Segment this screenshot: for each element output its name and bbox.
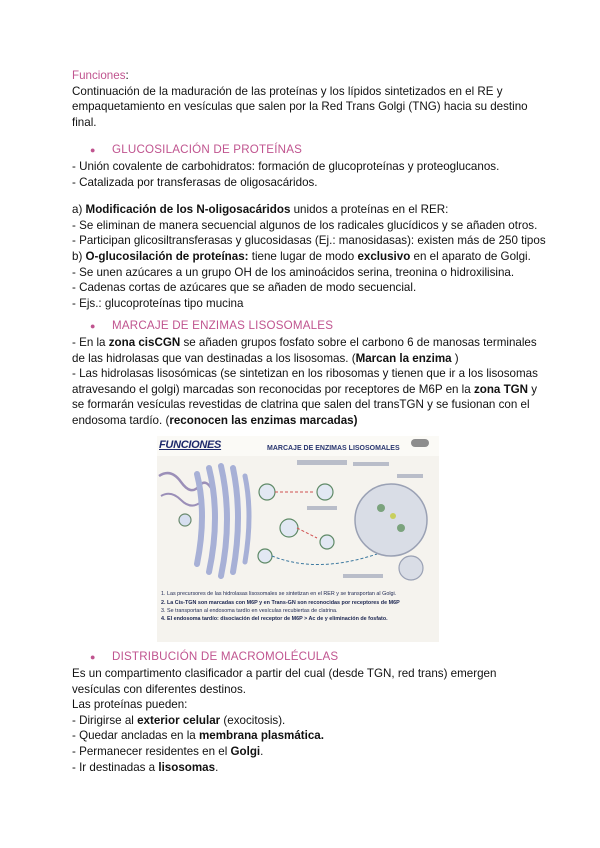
golgi-diagram-illustration [157, 456, 439, 590]
bullet-icon: ● [90, 652, 96, 663]
intro-line: empaquetamiento en vesículas que salen por la Red Trans Golgi (TNG) hacia su destino [72, 100, 528, 114]
list-item: - Dirigirse al exterior celular (exocitosis). [72, 713, 286, 727]
bullet-icon: ● [90, 321, 96, 332]
figure-heading: MARCAJE DE ENZIMAS LISOSOMALES [267, 445, 400, 453]
section-heading-distribucion: ● DISTRIBUCIÓN DE MACROMOLÉCULAS [90, 649, 534, 666]
paragraph-line: - Se eliminan de manera secuencial algunos de los radicales glucídicos y se añaden otros. [72, 218, 538, 232]
lysosomal-enzyme-figure [157, 436, 439, 642]
paragraph-line: vesículas con diferentes destinos. [72, 682, 247, 696]
paragraph-line: endosoma tardío. (reconocen las enzimas marcadas) [72, 413, 358, 427]
intro-line: final. [72, 115, 97, 129]
subsection-a: a) Modificación de los N-oligosacáridos unidos a proteínas en el RER: [72, 203, 449, 217]
list-item: - Ir destinadas a lisosomas. [72, 760, 219, 774]
paragraph-line: de las hidrolasas que van destinadas a los lisosomas. (Marcan la enzima ) [72, 351, 459, 365]
paragraph-line: - Cadenas cortas de azúcares que se añaden de modo secuencial. [72, 281, 417, 295]
subsection-b: b) O-glucosilación de proteínas: tiene lugar de modo exclusivo en el aparato de Golgi. [72, 249, 531, 263]
functions-title: Funciones: [72, 69, 129, 82]
paragraph-line: - Las hidrolasas lisosómicas (se sintetizan en los ribosomas y tienen que ir a los lisosomas [72, 367, 538, 381]
intro-line: Continuación de la maduración de las proteínas y los lípidos sintetizados en el RE y [72, 84, 503, 98]
figure-badge [411, 439, 429, 447]
legend-item: 1. Las precursores de las hidrolasas lisosomales se sintetizan en el RER y se transportan al Golgi. [161, 591, 397, 598]
bullet-icon: ● [90, 145, 96, 156]
paragraph-line: se formarán vesículas revestidas de clatrina que salen del transTGN y se fusionan con el [72, 398, 530, 412]
list-item: - Quedar ancladas en la membrana plasmática. [72, 729, 324, 743]
paragraph-line: - En la zona cisCGN se añaden grupos fosfato sobre el carbono 6 de manosas terminales [72, 335, 537, 349]
figure-label: FUNCIONES [159, 439, 222, 452]
list-item: - Permanecer residentes en el Golgi. [72, 745, 264, 759]
figure-legend [161, 590, 435, 623]
paragraph-line: - Unión covalente de carbohidratos: formación de glucoproteínas y proteoglucanos. [72, 159, 500, 173]
paragraph-line: atravesando el golgi) marcadas son reconocidas por receptores de M6P en la zona TGN y [72, 382, 538, 396]
paragraph-line: - Catalizada por transferasas de oligosacáridos. [72, 175, 318, 189]
document-page [72, 68, 546, 775]
legend-item: 4. El endosoma tardío: disociación del receptor de M6P > Ac de y eliminación de fosfato. [161, 616, 388, 623]
paragraph-line: Las proteínas pueden: [72, 698, 188, 712]
paragraph-line: - Participan glicosiltransferasas y glucosidasas (Ej.: manosidasas): existen más de 250 tipos [72, 234, 546, 248]
legend-item: 3. Se transportan al endosoma tardío en vesículas recubiertas de clatrina. [161, 607, 338, 614]
section-heading-glucosilacion: ● GLUCOSILACIÓN DE PROTEÍNAS [90, 142, 534, 159]
legend-item: 2. La Cis-TGN son marcadas con M6P y en Trans-GN son reconocidas por receptores de M6P [161, 599, 400, 606]
section-heading-marcaje: ● MARCAJE DE ENZIMAS LISOSOMALES [90, 318, 534, 335]
paragraph-line: Es un compartimento clasificador a partir del cual (desde TGN, red trans) emergen [72, 667, 497, 681]
paragraph-line: - Se unen azúcares a un grupo OH de los aminoácidos serina, treonina o hidroxilisina. [72, 265, 515, 279]
paragraph-line: - Ejs.: glucoproteínas tipo mucina [72, 296, 244, 310]
